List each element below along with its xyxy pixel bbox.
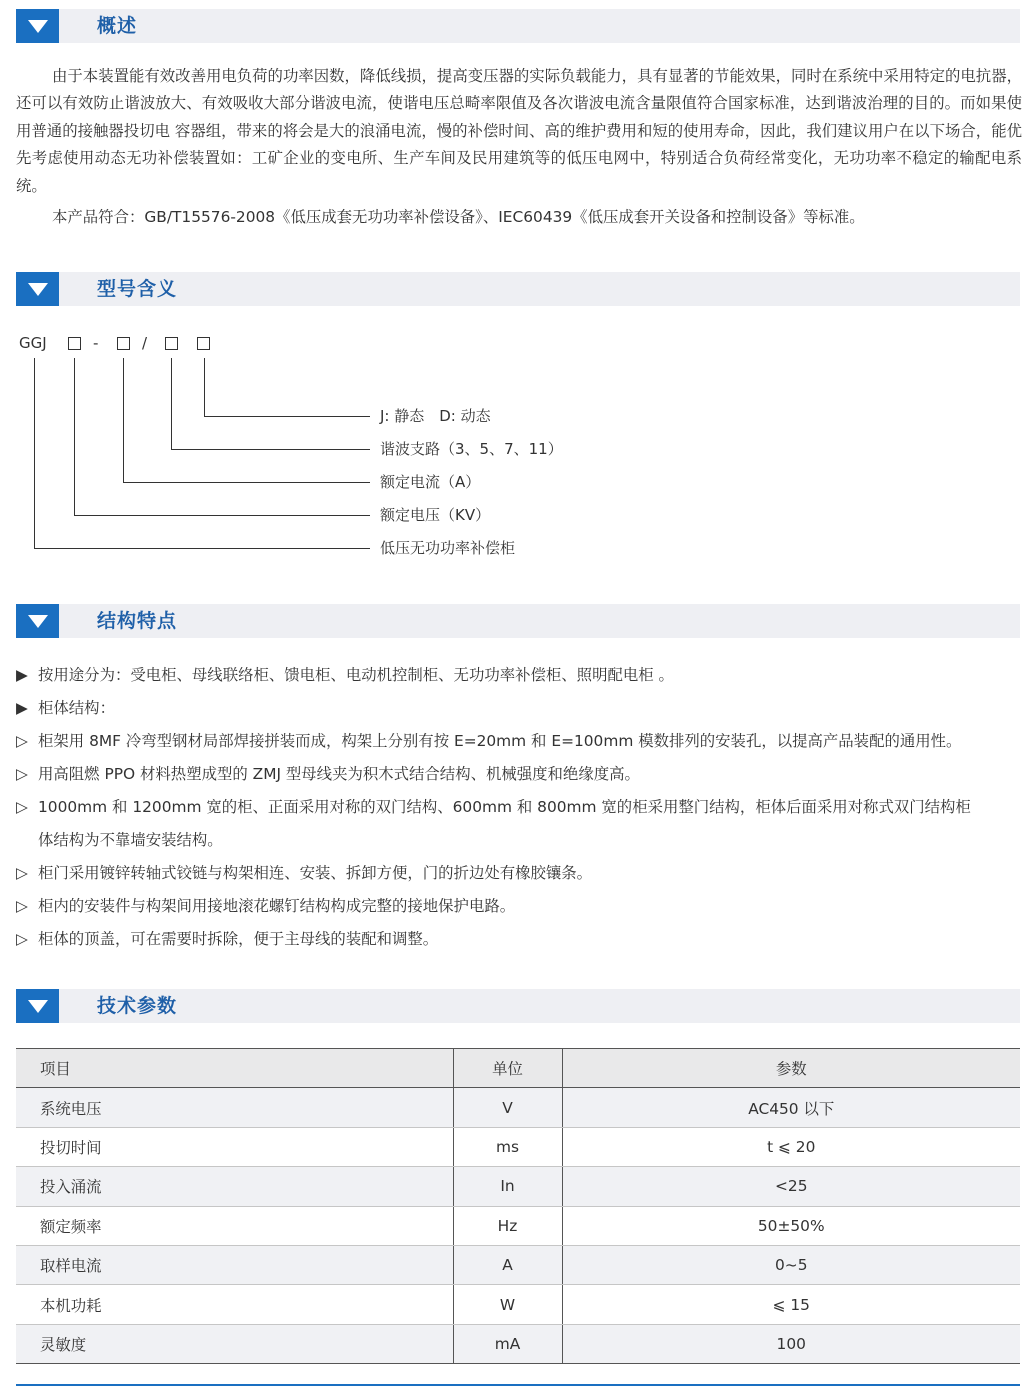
- placeholder-box-type: [198, 338, 210, 350]
- cell-value: 0~5: [562, 1245, 1020, 1284]
- table-row: [16, 1324, 1020, 1363]
- cell-unit: W: [453, 1285, 562, 1324]
- triangle-down-icon: [16, 604, 59, 638]
- section-header-overview: [16, 9, 1020, 43]
- leader-line-current: [124, 358, 371, 483]
- cell-item: 投切时间: [16, 1127, 453, 1166]
- sub-bullet-icon: ▷: [16, 798, 28, 816]
- placeholder-box-current: [118, 338, 130, 350]
- section-title: 结构特点: [97, 610, 178, 632]
- table-row: [16, 1245, 1020, 1284]
- cell-value: 50±50%: [562, 1206, 1020, 1245]
- column-header-item: 项目: [16, 1049, 453, 1088]
- table-row: [16, 1127, 1020, 1166]
- list-item: ▶ 按用途分为：受电柜、母线联络柜、馈电柜、电动机控制柜、无功功率补偿柜、照明配电柜 。: [16, 666, 674, 684]
- cell-unit: A: [453, 1245, 562, 1284]
- leader-line-cabinet: [35, 358, 371, 549]
- triangle-down-icon: [16, 989, 59, 1023]
- list-item: ▷ 柜体的顶盖，可在需要时拆除，便于主母线的装配和调整。: [16, 930, 439, 948]
- cell-item: 投入涌流: [16, 1167, 453, 1206]
- section-header-structure: [16, 604, 1020, 638]
- section-header-model: [16, 272, 1020, 306]
- bottom-divider: [16, 1384, 1020, 1386]
- cell-item: 本机功耗: [16, 1285, 453, 1324]
- cell-value: 100: [562, 1324, 1020, 1363]
- list-item: 体结构为不靠墙安装结构。: [38, 831, 223, 849]
- column-header-unit: 单位: [453, 1049, 562, 1088]
- cell-item: 额定频率: [16, 1206, 453, 1245]
- params-table: [16, 1048, 1020, 1364]
- column-header-value: 参数: [562, 1049, 1020, 1088]
- model-label-type: J: 静态 D: 动态: [380, 407, 491, 425]
- sub-bullet-icon: ▷: [16, 897, 28, 915]
- list-item: ▷ 柜内的安装件与构架间用接地滚花螺钉结构构成完整的接地保护电路。: [16, 897, 516, 915]
- cell-unit: mA: [453, 1324, 562, 1363]
- model-prefix: GGJ: [19, 334, 47, 352]
- list-item: ▷ 用高阻燃 PPO 材料热塑成型的 ZMJ 型母线夹为积木式结合结构、机械强度和绝缘度高。: [16, 765, 640, 783]
- list-item: ▷ 柜架用 8MF 冷弯型钢材局部焊接拼装而成，构架上分别有按 E=20mm 和 E=100mm 模数排列的安装孔，以提高产品装配的通用性。: [16, 732, 962, 750]
- cell-unit: Hz: [453, 1206, 562, 1245]
- cell-unit: In: [453, 1167, 562, 1206]
- cell-value: AC450 以下: [562, 1088, 1020, 1127]
- section-title: 概述: [97, 15, 138, 37]
- cell-item: 取样电流: [16, 1245, 453, 1284]
- table-row: [16, 1167, 1020, 1206]
- section-header-tech: [16, 989, 1020, 1023]
- model-label-current: 额定电流（A）: [380, 473, 481, 491]
- sub-bullet-icon: ▷: [16, 930, 28, 948]
- cell-value: <25: [562, 1167, 1020, 1206]
- triangle-down-icon: [16, 9, 59, 43]
- table-header-row: [16, 1049, 1020, 1088]
- cell-item: 系统电压: [16, 1088, 453, 1127]
- list-item: ▷ 柜门采用镀锌转轴式铰链与构架相连、安装、拆卸方便，门的折边处有橡胶镶条。: [16, 864, 593, 882]
- bullet-icon: ▶: [16, 666, 28, 684]
- cell-item: 灵敏度: [16, 1324, 453, 1363]
- triangle-down-icon: [16, 272, 59, 306]
- cell-value: ⩽ 15: [562, 1285, 1020, 1324]
- list-item: ▷ 1000mm 和 1200mm 宽的柜、正面采用对称的双门结构、600mm 和 800mm 宽的柜采用整门结构，柜体后面采用对称式双门结构柜: [16, 798, 971, 816]
- section-title: 型号含义: [97, 278, 178, 300]
- leader-line-type: [205, 358, 371, 417]
- model-label-branch: 谐波支路（3、5、7、11）: [380, 440, 563, 458]
- model-dash: -: [93, 334, 99, 352]
- section-title: 技术参数: [97, 995, 178, 1017]
- table-row: [16, 1285, 1020, 1324]
- leader-line-voltage: [75, 358, 371, 516]
- leader-line-branch: [172, 358, 371, 450]
- placeholder-box-voltage: [69, 338, 81, 350]
- model-label-cabinet: 低压无功功率补偿柜: [380, 539, 516, 557]
- sub-bullet-icon: ▷: [16, 765, 28, 783]
- overview-paragraph: 由于本装置能有效改善用电负荷的功率因数，降低线损，提高变压器的实际负载能力，具有显著的节能效果，同时在系统中采用特定的电抗器，还可以有效防止谐波放大、有效吸收大部分谐波电流，使谐电压总畸率限值及各次谐波电流含量限值符合国家标准，达到谐波治理的目的。而如果使用普通的接触器投切电 容器组，带来的将会是大的浪涌电流，慢的补偿时间、高的维护费用和短的使用寿命，因此，我们建议用户在以下场合，能优先考虑使用动态无功补偿装置如：工矿企业的变电所、生产车间及民用建筑等的低压电网中，特别适合负荷经常变化，无功功率不稳定的输配电系统。: [16, 67, 1022, 195]
- model-label-voltage: 额定电压（KV）: [380, 506, 491, 524]
- table-row: [16, 1088, 1020, 1127]
- bullet-icon: ▶: [16, 699, 28, 717]
- list-item: ▶ 柜体结构：: [16, 699, 115, 717]
- table-row: [16, 1206, 1020, 1245]
- cell-unit: V: [453, 1088, 562, 1127]
- model-slash: /: [142, 334, 148, 352]
- cell-value: t ⩽ 20: [562, 1127, 1020, 1166]
- sub-bullet-icon: ▷: [16, 732, 28, 750]
- sub-bullet-icon: ▷: [16, 864, 28, 882]
- standards-paragraph: 本产品符合：GB/T15576-2008《低压成套无功功率补偿设备》、IEC60439《低压成套开关设备和控制设备》等标准。: [52, 208, 865, 226]
- placeholder-box-branch: [166, 338, 178, 350]
- cell-unit: ms: [453, 1127, 562, 1166]
